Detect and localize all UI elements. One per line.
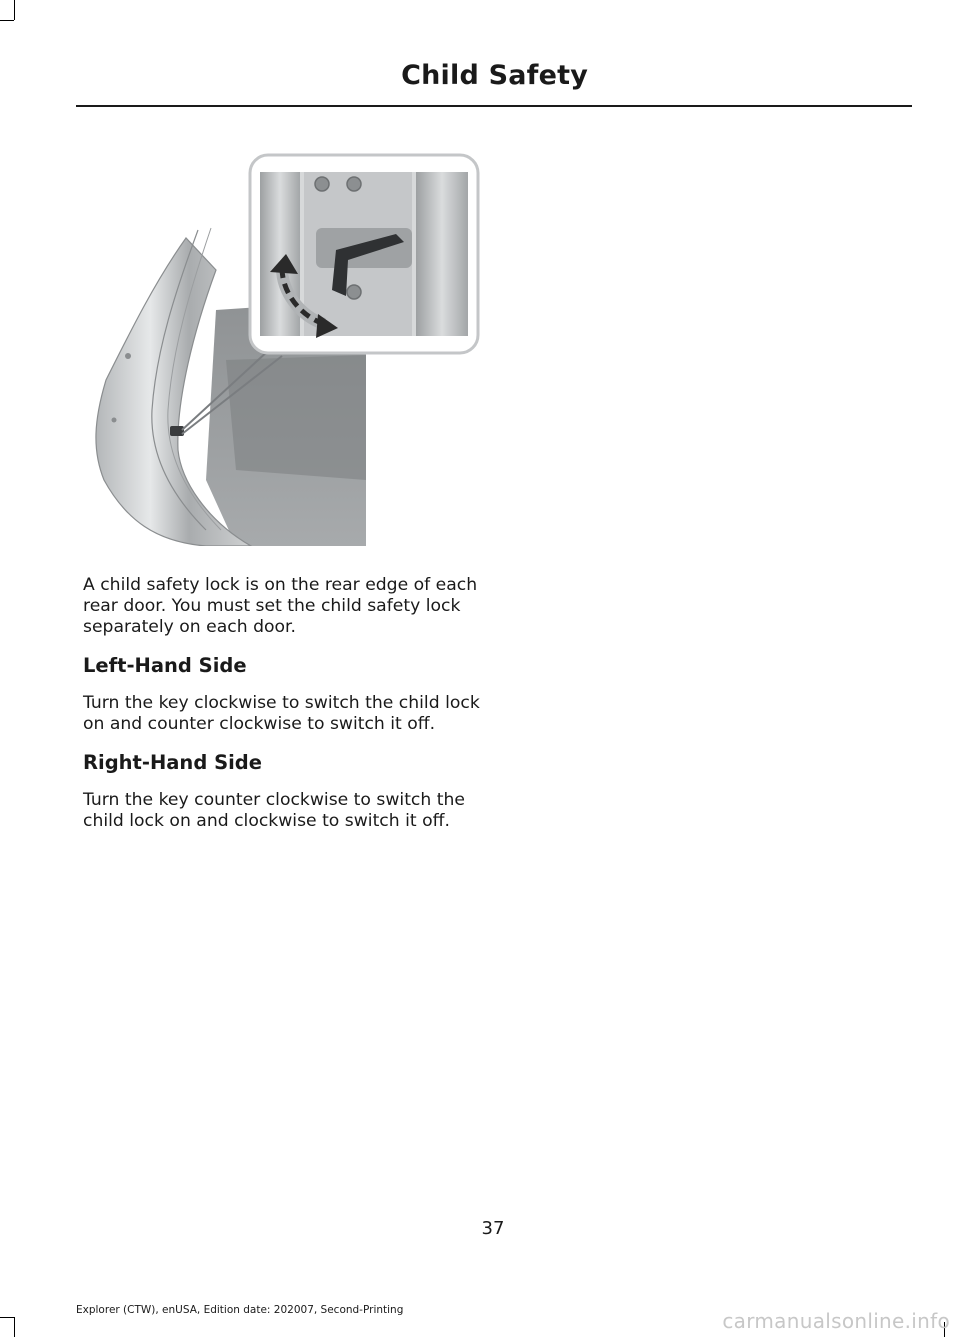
intro-paragraph: A child safety lock is on the rear edge of each rear door. You must set the child safety lock separately on each door. [83, 575, 478, 637]
body-content [83, 575, 483, 848]
crop-mark-bottom-left-vertical [14, 1317, 15, 1337]
section-heading-right: Right-Hand Side [83, 751, 262, 774]
child-lock-latch [170, 426, 184, 436]
section-body-left: Turn the key clockwise to switch the child lock on and counter clockwise to switch it off. [83, 693, 480, 734]
page-number: 37 [481, 1218, 505, 1239]
section-body-right: Turn the key counter clockwise to switch the child lock on and clockwise to switch it off. [83, 790, 465, 831]
page-title: Child Safety [401, 60, 588, 91]
header-rule [76, 105, 912, 107]
footer-edition: Explorer (CTW), enUSA, Edition date: 202007, Second-Printing [76, 1304, 404, 1316]
crop-mark-bottom-left-horizontal [0, 1317, 14, 1318]
section-heading-left: Left-Hand Side [83, 654, 247, 677]
watermark: carmanualsonline.info [722, 1309, 950, 1333]
crop-mark-top-left-vertical [14, 0, 15, 20]
crop-mark-top-left-horizontal [0, 20, 14, 21]
child-lock-illustration [86, 150, 486, 546]
